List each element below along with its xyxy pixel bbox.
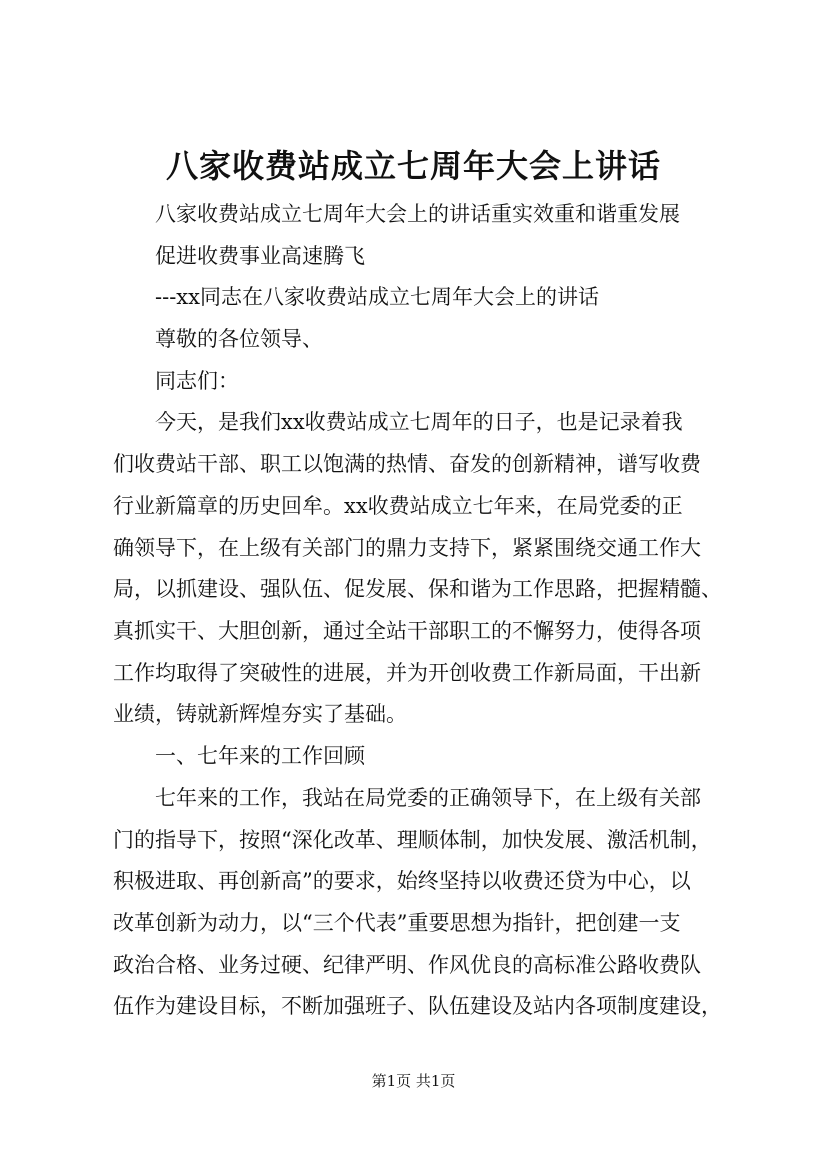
body-line: 确领导下，在上级有关部门的鼎力支持下，紧紧围绕交通工作大 (113, 536, 701, 560)
subtitle-line-2: 促进收费事业高速腾飞 (155, 244, 365, 268)
section-heading: 一、七年来的工作回顾 (155, 744, 365, 768)
body-line: 门的指导下，按照“深化改革、理顺体制，加快发展、激活机制， (113, 828, 712, 852)
document-title: 八家收费站成立七周年大会上讲话 (165, 147, 661, 185)
speaker-line: ---xx同志在八家收费站成立七周年大会上的讲话 (155, 285, 599, 309)
body-line: 政治合格、业务过硬、纪律严明、作风优良的高标准公路收费队 (113, 953, 701, 977)
body-line: 积极进取、再创新高”的要求，始终坚持以收费还贷为中心，以 (113, 869, 691, 893)
subtitle-line-1: 八家收费站成立七周年大会上的讲话重实效重和谐重发展 (155, 202, 680, 226)
body-line: 伍作为建设目标，不断加强班子、队伍建设及站内各项制度建设， (113, 994, 722, 1018)
body-line: 改革创新为动力，以“三个代表”重要思想为指针，把创建一支 (113, 911, 681, 935)
body-line: 行业新篇章的历史回牟。xx收费站成立七年来，在局党委的正 (113, 494, 683, 518)
body-line: 们收费站干部、职工以饱满的热情、奋发的创新精神，谱写收费 (113, 452, 701, 476)
page-footer: 第1页 共1页 (371, 1072, 456, 1090)
salutation-line-2: 同志们： (155, 369, 239, 393)
body-line: 今天，是我们xx收费站成立七周年的日子，也是记录着我 (155, 410, 683, 434)
body-line: 业绩，铸就新辉煌夯实了基础。 (113, 702, 407, 726)
body-line: 局，以抓建设、强队伍、促发展、保和谐为工作思路，把握精髓、 (113, 577, 722, 601)
body-line: 工作均取得了突破性的进展，并为开创收费工作新局面，干出新 (113, 661, 701, 685)
body-line: 七年来的工作，我站在局党委的正确领导下，在上级有关部 (155, 786, 701, 810)
body-line: 真抓实干、大胆创新，通过全站干部职工的不懈努力，使得各项 (113, 619, 701, 643)
salutation-line-1: 尊敬的各位领导、 (155, 327, 323, 351)
